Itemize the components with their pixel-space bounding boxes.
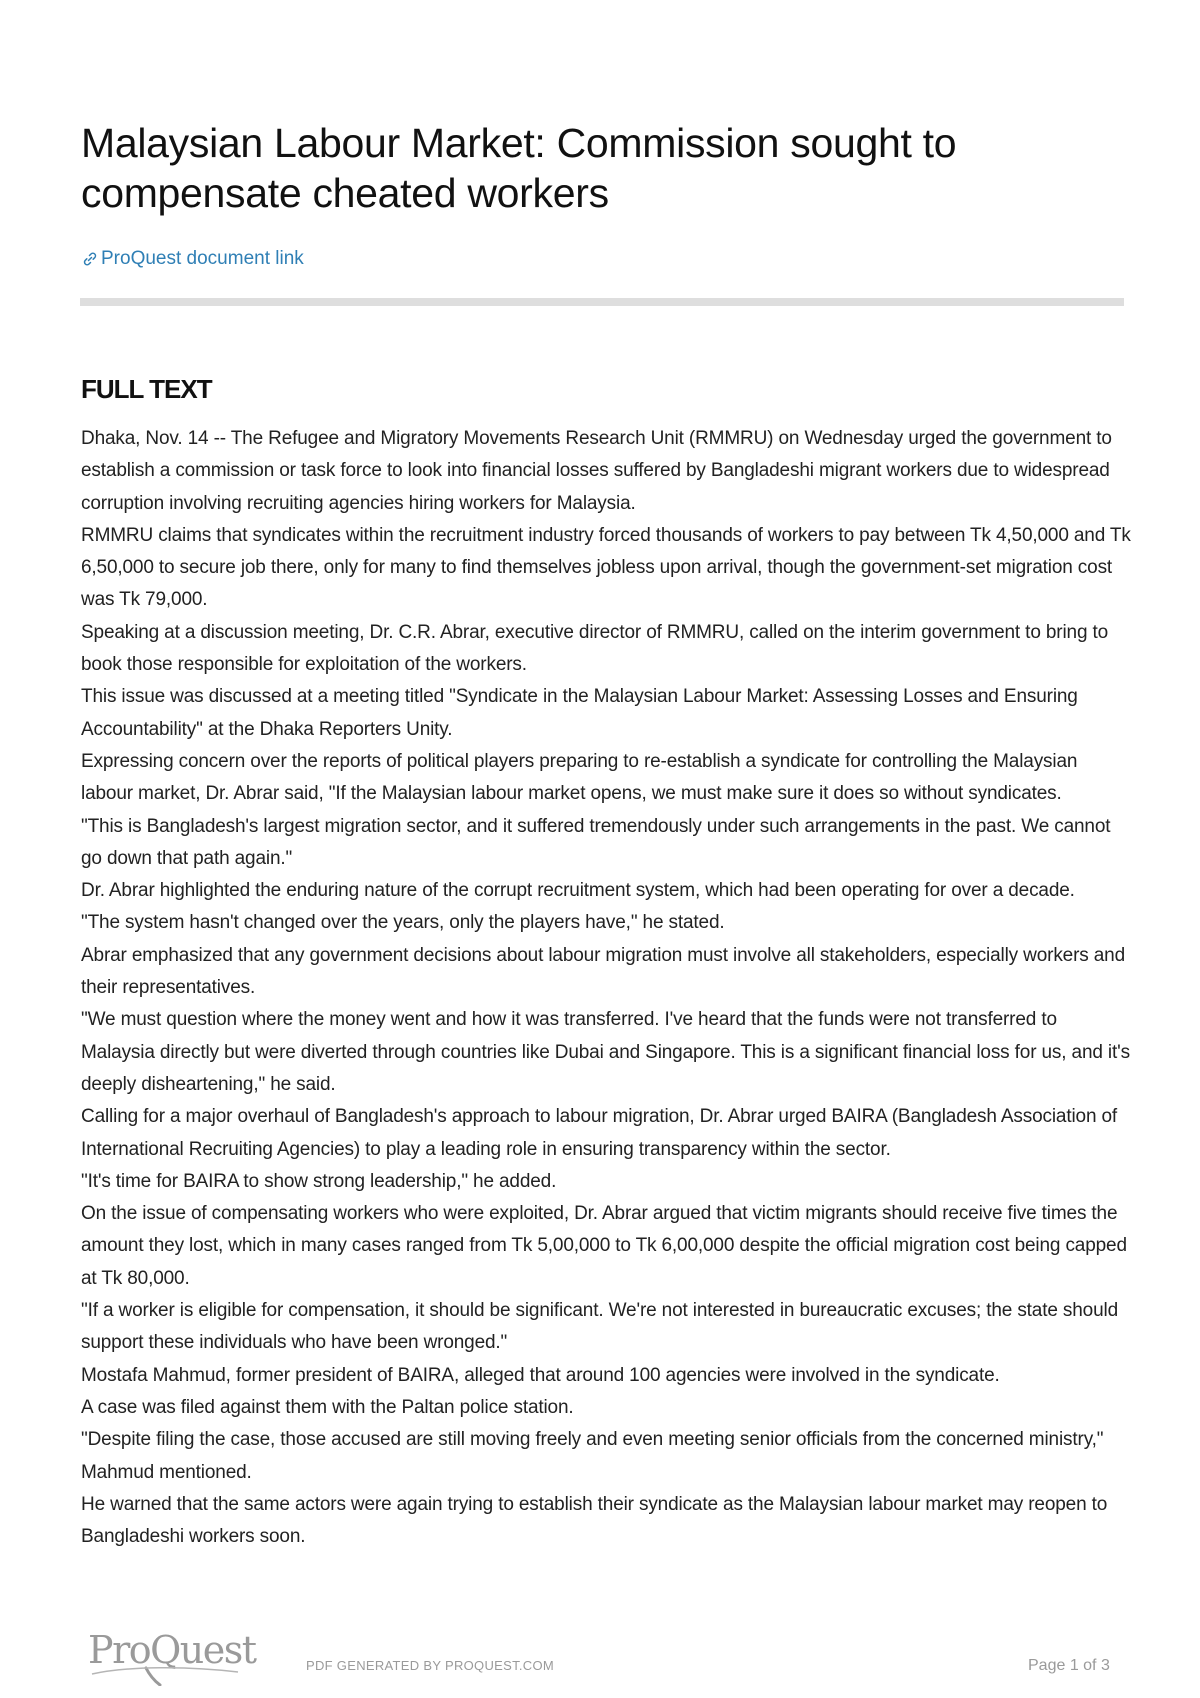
logo-wordmark: ProQuest — [88, 1628, 256, 1672]
header-divider — [80, 298, 1124, 306]
paragraph: A case was filed against them with the Paltan police station. — [81, 1396, 574, 1418]
paragraph: Expressing concern over the reports of political players preparing to re-establish a syndicate for controlling the Malaysian labour market, Dr. Abrar said, "If the Malaysian labour market opens, we must make sure it does so without syndicates. — [81, 750, 1078, 805]
paragraph: On the issue of compensating workers who were exploited, Dr. Abrar argued that victim migrants should receive five times the amount they lost, which in many cases ranged from Tk 5,00,000 to Tk 6,00,000 despite the official migration cost being capped at Tk 80,000. — [81, 1203, 1127, 1289]
paragraph: RMMRU claims that syndicates within the recruitment industry forced thousands of workers to pay between Tk 4,50,000 and Tk 6,50,000 to secure job there, only for many to find themselves jobless upon arrival, though the government-set migration cost was Tk 79,000. — [81, 524, 1131, 611]
full-text-heading: FULL TEXT — [81, 374, 212, 404]
paragraph: Dr. Abrar highlighted the enduring nature of the corrupt recruitment system, which had been operating for over a decade. — [81, 880, 1075, 902]
paragraph: He warned that the same actors were again trying to establish their syndicate as the Malaysian labour market may reopen to Bangladeshi workers soon. — [81, 1493, 1108, 1548]
chain-link-icon — [81, 250, 99, 268]
footer-generated-label: PDF GENERATED BY PROQUEST.COM — [306, 1658, 555, 1673]
proquest-logo — [88, 1628, 256, 1686]
paragraph: "This is Bangladesh's largest migration sector, and it suffered tremendously under such arrangements in the past. We cannot go down that path again." — [81, 815, 1111, 869]
paragraph: This issue was discussed at a meeting titled "Syndicate in the Malaysian Labour Market: Assessing Losses and Ensuring Accountability" at the Dhaka Reporters Unity. — [81, 686, 1078, 740]
paragraph: Speaking at a discussion meeting, Dr. C.R. Abrar, executive director of RMMRU, called on the interim government to bring to book those responsible for exploitation of the workers. — [81, 621, 1109, 676]
page-number: Page 1 of 3 — [1028, 1657, 1110, 1674]
paragraph: Mostafa Mahmud, former president of BAIRA, alleged that around 100 agencies were involved in the syndicate. — [81, 1364, 1000, 1386]
full-text-body — [81, 423, 1133, 1553]
paragraph: Dhaka, Nov. 14 -- The Refugee and Migratory Movements Research Unit (RMMRU) on Wednesday urged the government to establish a commission or task force to look into financial losses suffered by Bangladeshi migrant workers due to widespread corruption involving recruiting agencies hiring workers for Malaysia. — [81, 428, 1112, 514]
document-link-label: ProQuest document link — [101, 248, 304, 269]
paragraph: "We must question where the money went and how it was transferred. I've heard that the funds were not transferred to Malaysia directly but were diverted through countries like Dubai and Singapore. This is a significant financial loss for us, and it's deeply disheartening," he said. — [81, 1009, 1130, 1095]
proquest-document-link[interactable] — [81, 248, 304, 270]
paragraph: Abrar emphasized that any government decisions about labour migration must involve all stakeholders, especially workers and their representatives. — [81, 944, 1125, 999]
document-title: Malaysian Labour Market: Commission sought to compensate cheated workers — [81, 120, 957, 216]
logo-swoosh-icon — [88, 1628, 248, 1686]
paragraph: "Despite filing the case, those accused are still moving freely and even meeting senior officials from the concerned ministry," Mahmud mentioned. — [81, 1429, 1104, 1483]
paragraph: Calling for a major overhaul of Bangladesh's approach to labour migration, Dr. Abrar urged BAIRA (Bangladesh Association of International Recruiting Agencies) to play a leading role in ensuring transparency within the sector. — [81, 1106, 1118, 1160]
paragraph: "It's time for BAIRA to show strong leadership," he added. — [81, 1170, 557, 1192]
paragraph: "The system hasn't changed over the years, only the players have," he stated. — [81, 912, 725, 934]
paragraph: "If a worker is eligible for compensation, it should be significant. We're not interested in bureaucratic excuses; the state should support these individuals who have been wronged." — [81, 1300, 1118, 1354]
